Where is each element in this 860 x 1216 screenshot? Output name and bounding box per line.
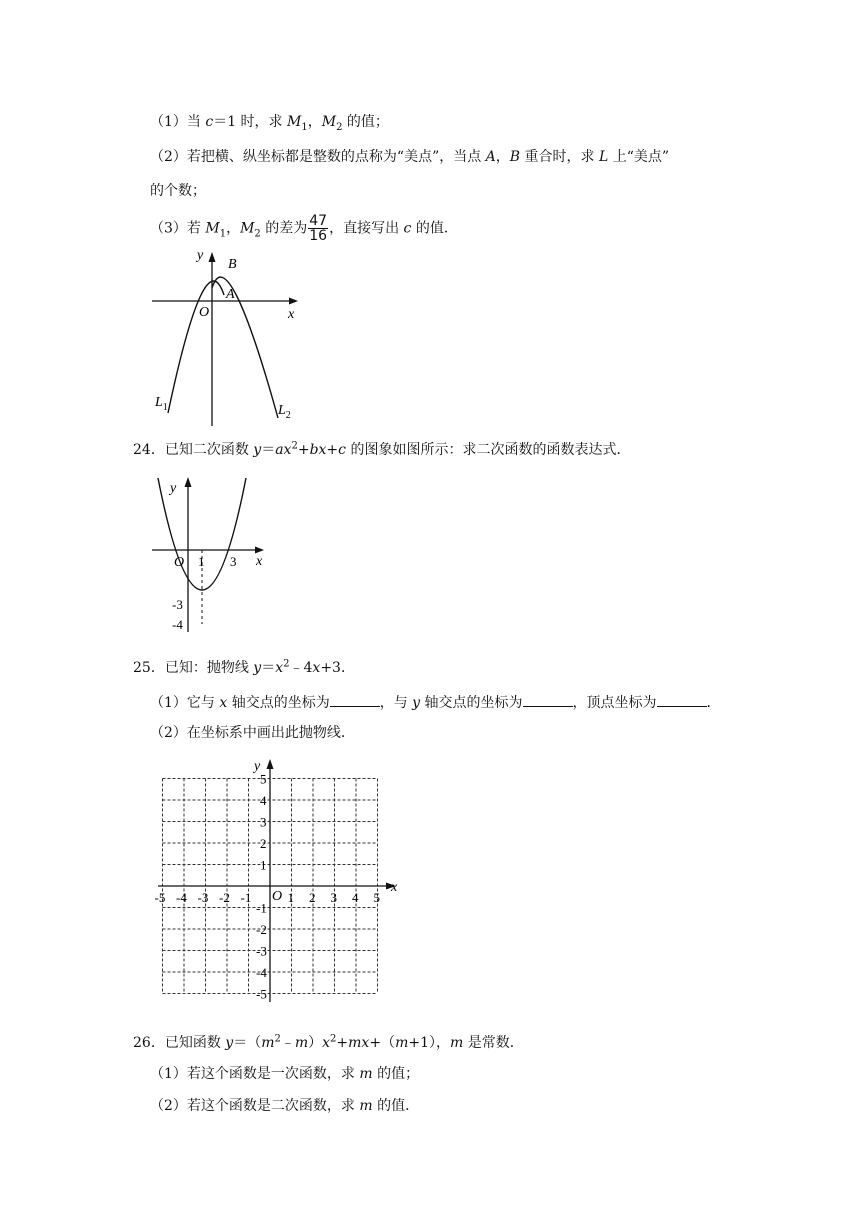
answer-blank[interactable] — [330, 692, 380, 707]
y-tick-label: 2 — [260, 836, 267, 851]
q23-figure — [150, 248, 300, 430]
x-tick-label: -3 — [197, 890, 209, 905]
q26-stem: 26．已知函数 $y=(m^2﹣m)x^2+mx+(m+1)$，m 是常数． — [133, 1033, 524, 1051]
L2-label: $L_2$ — [278, 403, 291, 421]
q23-part3: （3）若 $M_1$，$M_2$ 的差为 $\frac{47}{16}$ ，直接写出 c 的值． — [150, 213, 458, 244]
y-label: y — [254, 759, 261, 774]
y-tick-label: -4 — [256, 965, 267, 980]
y-tick-label: -5 — [256, 986, 267, 1002]
y-tick-label: 5 — [260, 771, 267, 787]
tick-minus-3: -3 — [172, 597, 183, 612]
origin-label: O — [199, 305, 210, 320]
y-axis-arrow — [267, 759, 274, 769]
answer-blank[interactable] — [657, 692, 707, 707]
q25-part1: （1）它与 x 轴交点的坐标为 ，与 y 轴交点的坐标为 ，顶点坐标为 ． — [150, 692, 721, 713]
q24-stem: 24．已知二次函数 $y=ax^2+bx+c$ 的图象如图所示：求二次函数的函数表达式． — [133, 440, 631, 458]
tick-1: 1 — [198, 554, 205, 569]
origin-label: O — [272, 889, 283, 904]
y-axis-arrow — [209, 252, 216, 262]
L1-label: $L_1$ — [155, 395, 168, 413]
x-tick-label: -1 — [240, 890, 252, 905]
q23-part1: （1）当 c＝1 时，求 $M_1$，$M_2$ 的值； — [150, 114, 389, 133]
q24-figure — [150, 472, 270, 632]
y-label: y — [170, 481, 177, 496]
x-tick-label: 2 — [309, 890, 316, 905]
q23-part2-line1: （2）若把横、纵坐标都是整数的点称为“美点”，当点 A，B 重合时，求 L 上“美点” — [150, 149, 670, 165]
point-A-label: A — [226, 287, 235, 302]
y-tick-label: 3 — [260, 814, 267, 830]
x-axis-arrow — [289, 298, 298, 305]
y-tick-label: -3 — [256, 943, 267, 959]
y-tick-label: 4 — [260, 793, 267, 808]
x-tick-label: 4 — [352, 890, 359, 905]
x-axis-arrow — [255, 547, 264, 554]
x-label: x — [256, 554, 263, 569]
x-tick-label: -5 — [154, 890, 166, 905]
y-label: y — [197, 248, 204, 263]
point-B-label: B — [228, 257, 237, 272]
origin-label: O — [174, 555, 185, 570]
tick-minus-4: -4 — [172, 617, 183, 632]
x-tick-label: 1 — [287, 890, 294, 905]
q23-part2-line2: 的个数； — [150, 183, 206, 199]
y-axis-arrow — [185, 477, 192, 487]
fraction-47-16: $\frac{47}{16}$ — [309, 213, 328, 244]
x-tick-label: -4 — [176, 890, 187, 905]
x-tick-label: 5 — [373, 890, 380, 905]
x-label: x — [391, 880, 398, 895]
tick-3: 3 — [230, 554, 237, 569]
q25-part2: （2）在坐标系中画出此抛物线． — [150, 725, 355, 741]
y-tick-label: -2 — [256, 922, 267, 937]
q26-part2: （2）若这个函数是二次函数，求 m 的值． — [150, 1098, 420, 1114]
q25-stem: 25．已知：抛物线 $y=x^2﹣4x+3$． — [133, 658, 355, 676]
q26-part1: （1）若这个函数是一次函数，求 m 的值； — [150, 1066, 420, 1082]
x-label: x — [288, 307, 295, 322]
x-tick-label: 3 — [330, 890, 337, 905]
y-tick-label: 1 — [260, 857, 267, 873]
parabola-L2 — [212, 277, 278, 418]
y-tick-label: -1 — [256, 900, 267, 916]
x-tick-label: -2 — [219, 890, 230, 905]
answer-blank[interactable] — [523, 692, 573, 707]
q25-coordinate-grid — [150, 752, 405, 1007]
